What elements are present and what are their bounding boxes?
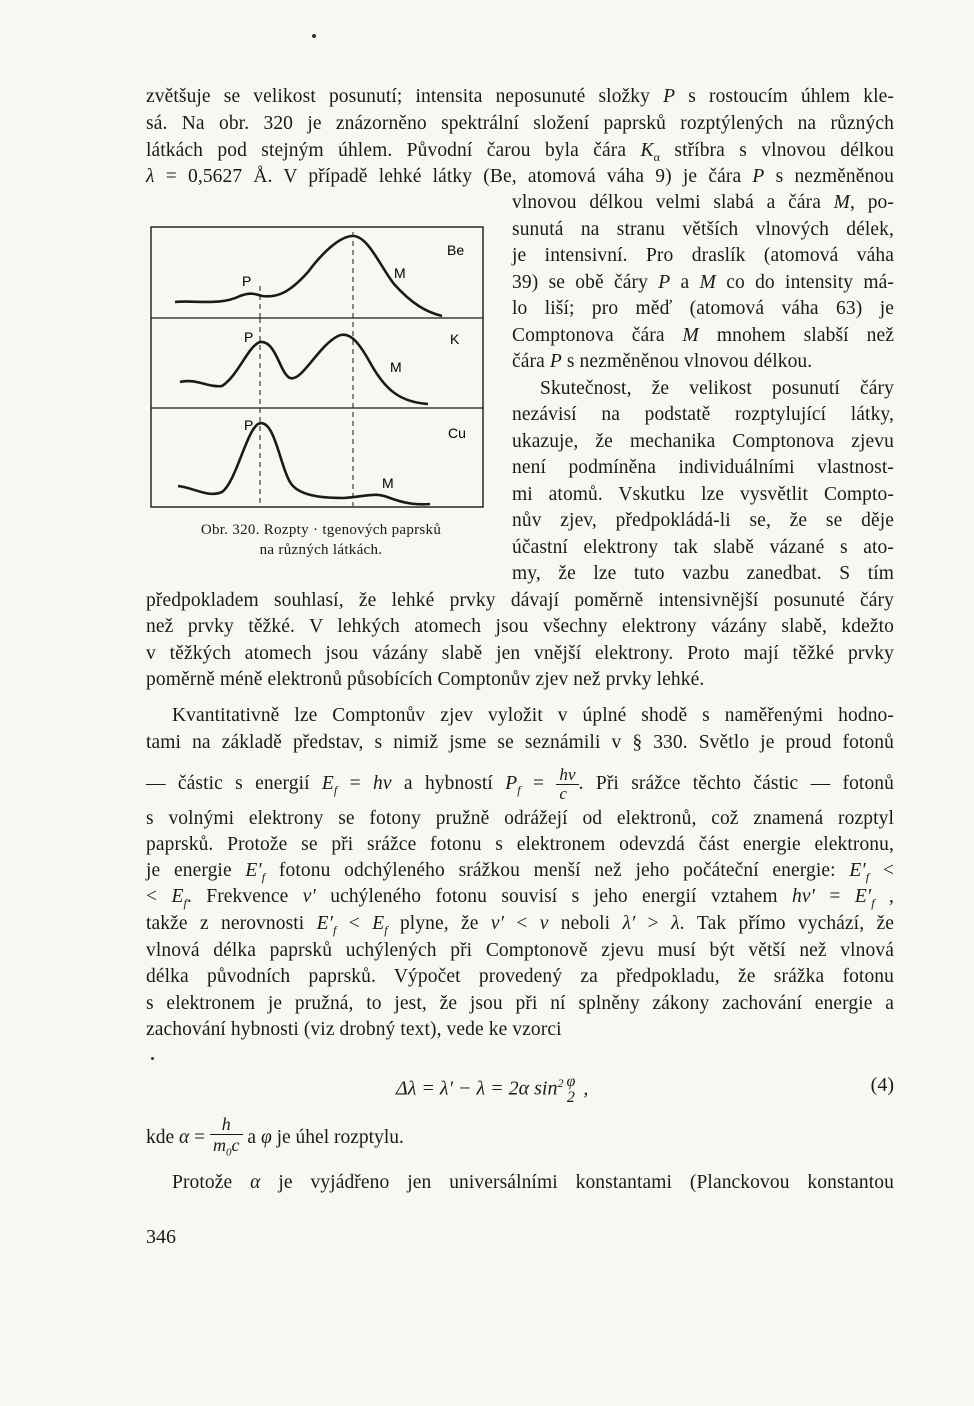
text-line: s elektronem je pružná, to jest, že jsou při ní splněny zákony zachování energie a [146,993,894,1014]
text-line: než prvky těžké. V lehkých atomech jsou všechny elektrony vázány slabě, kdežto [146,616,894,637]
equation-number: (4) [870,1074,894,1096]
text-line: zvětšuje se velikost posunutí; intensita neposunuté složky P s rostoucím úhlem kle- [146,86,894,107]
text-line: — částic s energií $E_f = h\nu$ a hybností $P_f$ = $\frac{h\nu}{c}$ . Při srážce těchto částic — fotonů [146,765,894,803]
text-line: vlnová délka paprsků uchýlených při Comptonově zjevu musí být větší než vlnová [146,940,894,961]
text-line: čára P s nezměněnou vlnovou délkou. [512,351,813,372]
label-element-cu: Cu [448,425,466,441]
label-element-k: K [450,331,460,347]
text-line: 39) se obě čáry P a M co do intensity má- [512,272,895,293]
text-line: sá. Na obr. 320 je znázorněno spektrální složení paprsků rozptýlených na různých [146,113,894,134]
label-p-cu: P [244,417,254,433]
figure-frame [151,227,483,507]
text-line: je energie $E'_f$ fotonu odchýleného srážkou menší než jeho počáteční energie: $E'_f$ < [146,860,894,884]
text-line: délka původních paprsků. Výpočet provedený za předpokladu, že srážka fotonu [146,966,894,987]
text-line: poměrně méně elektronů působících Comptonův zjev než prvky lehké. [146,669,705,690]
text-line: λ = 0,5627 Å. V případě lehké látky (Be, atomová váha 9) je čára P s nezměněnou [146,166,894,187]
label-m-be: M [394,265,406,281]
text-line: lo liší; pro měď (atomová váha 63) je [512,298,894,319]
equation: Δλ = λ′ − λ = 2α $\sin^2$ φ 2 , [396,1073,589,1106]
label-p-k: P [244,329,254,345]
spectrum-figure [150,226,484,508]
text-line: ukazuje, že mechanika Comptonova zjevu [512,431,894,452]
text-line: sunutá na stranu větších vlnových délek, [512,219,894,240]
caption-line-1: Obr. 320. Rozpty · tgenových paprsků [200,522,442,538]
text-line: s volnými elektrony se fotony pružně odrážejí od elektronů, což znamená rozptyl [146,808,894,829]
text-line: < $E_f$. Frekvence ν′ uchýleného fotonu souvisí s jeho energií vztahem $h\nu' = E'_f$ , [146,886,894,910]
text-line: kde α = $\frac{h}{m_0c}$ a φ je úhel rozptylu. [146,1114,404,1159]
speck [151,1057,154,1060]
equation-row [146,1066,894,1110]
text-line: předpokladem souhlasí, že lehké prvky dávají poměrně intensivnější posunuté čáry [146,590,894,611]
label-p-be: P [242,273,252,289]
label-m-cu: M [382,475,394,491]
text-line: nův zjev, předpokládá-li se, že se děje [512,510,894,531]
text-line: mi atomů. Vskutku lze vysvětlit Compto- [512,484,894,505]
text-line: je intensivní. Pro draslík (atomová váha [512,245,894,266]
text-line: zachování hybnosti (viz drobný text), vede ke vzorci [146,1019,562,1040]
text-line: Protože α je vyjádřeno jen universálními konstantami (Planckovou konstantou [172,1172,894,1193]
label-element-be: Be [447,242,465,258]
text-line: vlnovou délkou velmi slabá a čára M, po- [512,192,894,213]
curve-cu [178,423,430,504]
caption-line-2: na různých látkách. [259,542,383,558]
text-line: v těžkých atomech jsou vázány slabě jen vnější elektrony. Proto mají těžké prvky [146,643,894,664]
text-line: Skutečnost, že velikost posunutí čáry [540,378,894,399]
text-line: není podmíněna individuálními vlastnost- [512,457,894,478]
text-line: paprsků. Protože se při srážce fotonu s elektronem odevzdá část energie elektronu, [146,834,894,855]
text-line: Comptonova čára M mnohem slabší než [512,325,894,346]
text-line: takže z nerovnosti $E'_f < E_f$ plyne, že ν′ < ν neboli λ′ > λ. Tak přímo vychází, že [146,913,894,937]
page-number: 346 [146,1226,176,1248]
text-line: látkách pod stejným úhlem. Původní čarou byla čára $K_\alpha$ stříbra s vlnovou délkou [146,140,894,164]
text-line: účastní elektrony tak slabě vázané s ato- [512,537,894,558]
text-line: nezávisí na podstatě rozptylující látky, [512,404,894,425]
figure-caption [146,520,496,560]
label-m-k: M [390,359,402,375]
speck [312,34,316,38]
text-line: Kvantitativně lze Comptonův zjev vyložit v úplné shodě s naměřenými hodno- [172,705,894,726]
text-line: tami na základě představ, s nimiž jsme se seznámili v § 330. Světlo je proud fotonů [146,732,894,753]
text-line: my, že lze tuto vazbu zanedbat. S tím [512,563,894,584]
